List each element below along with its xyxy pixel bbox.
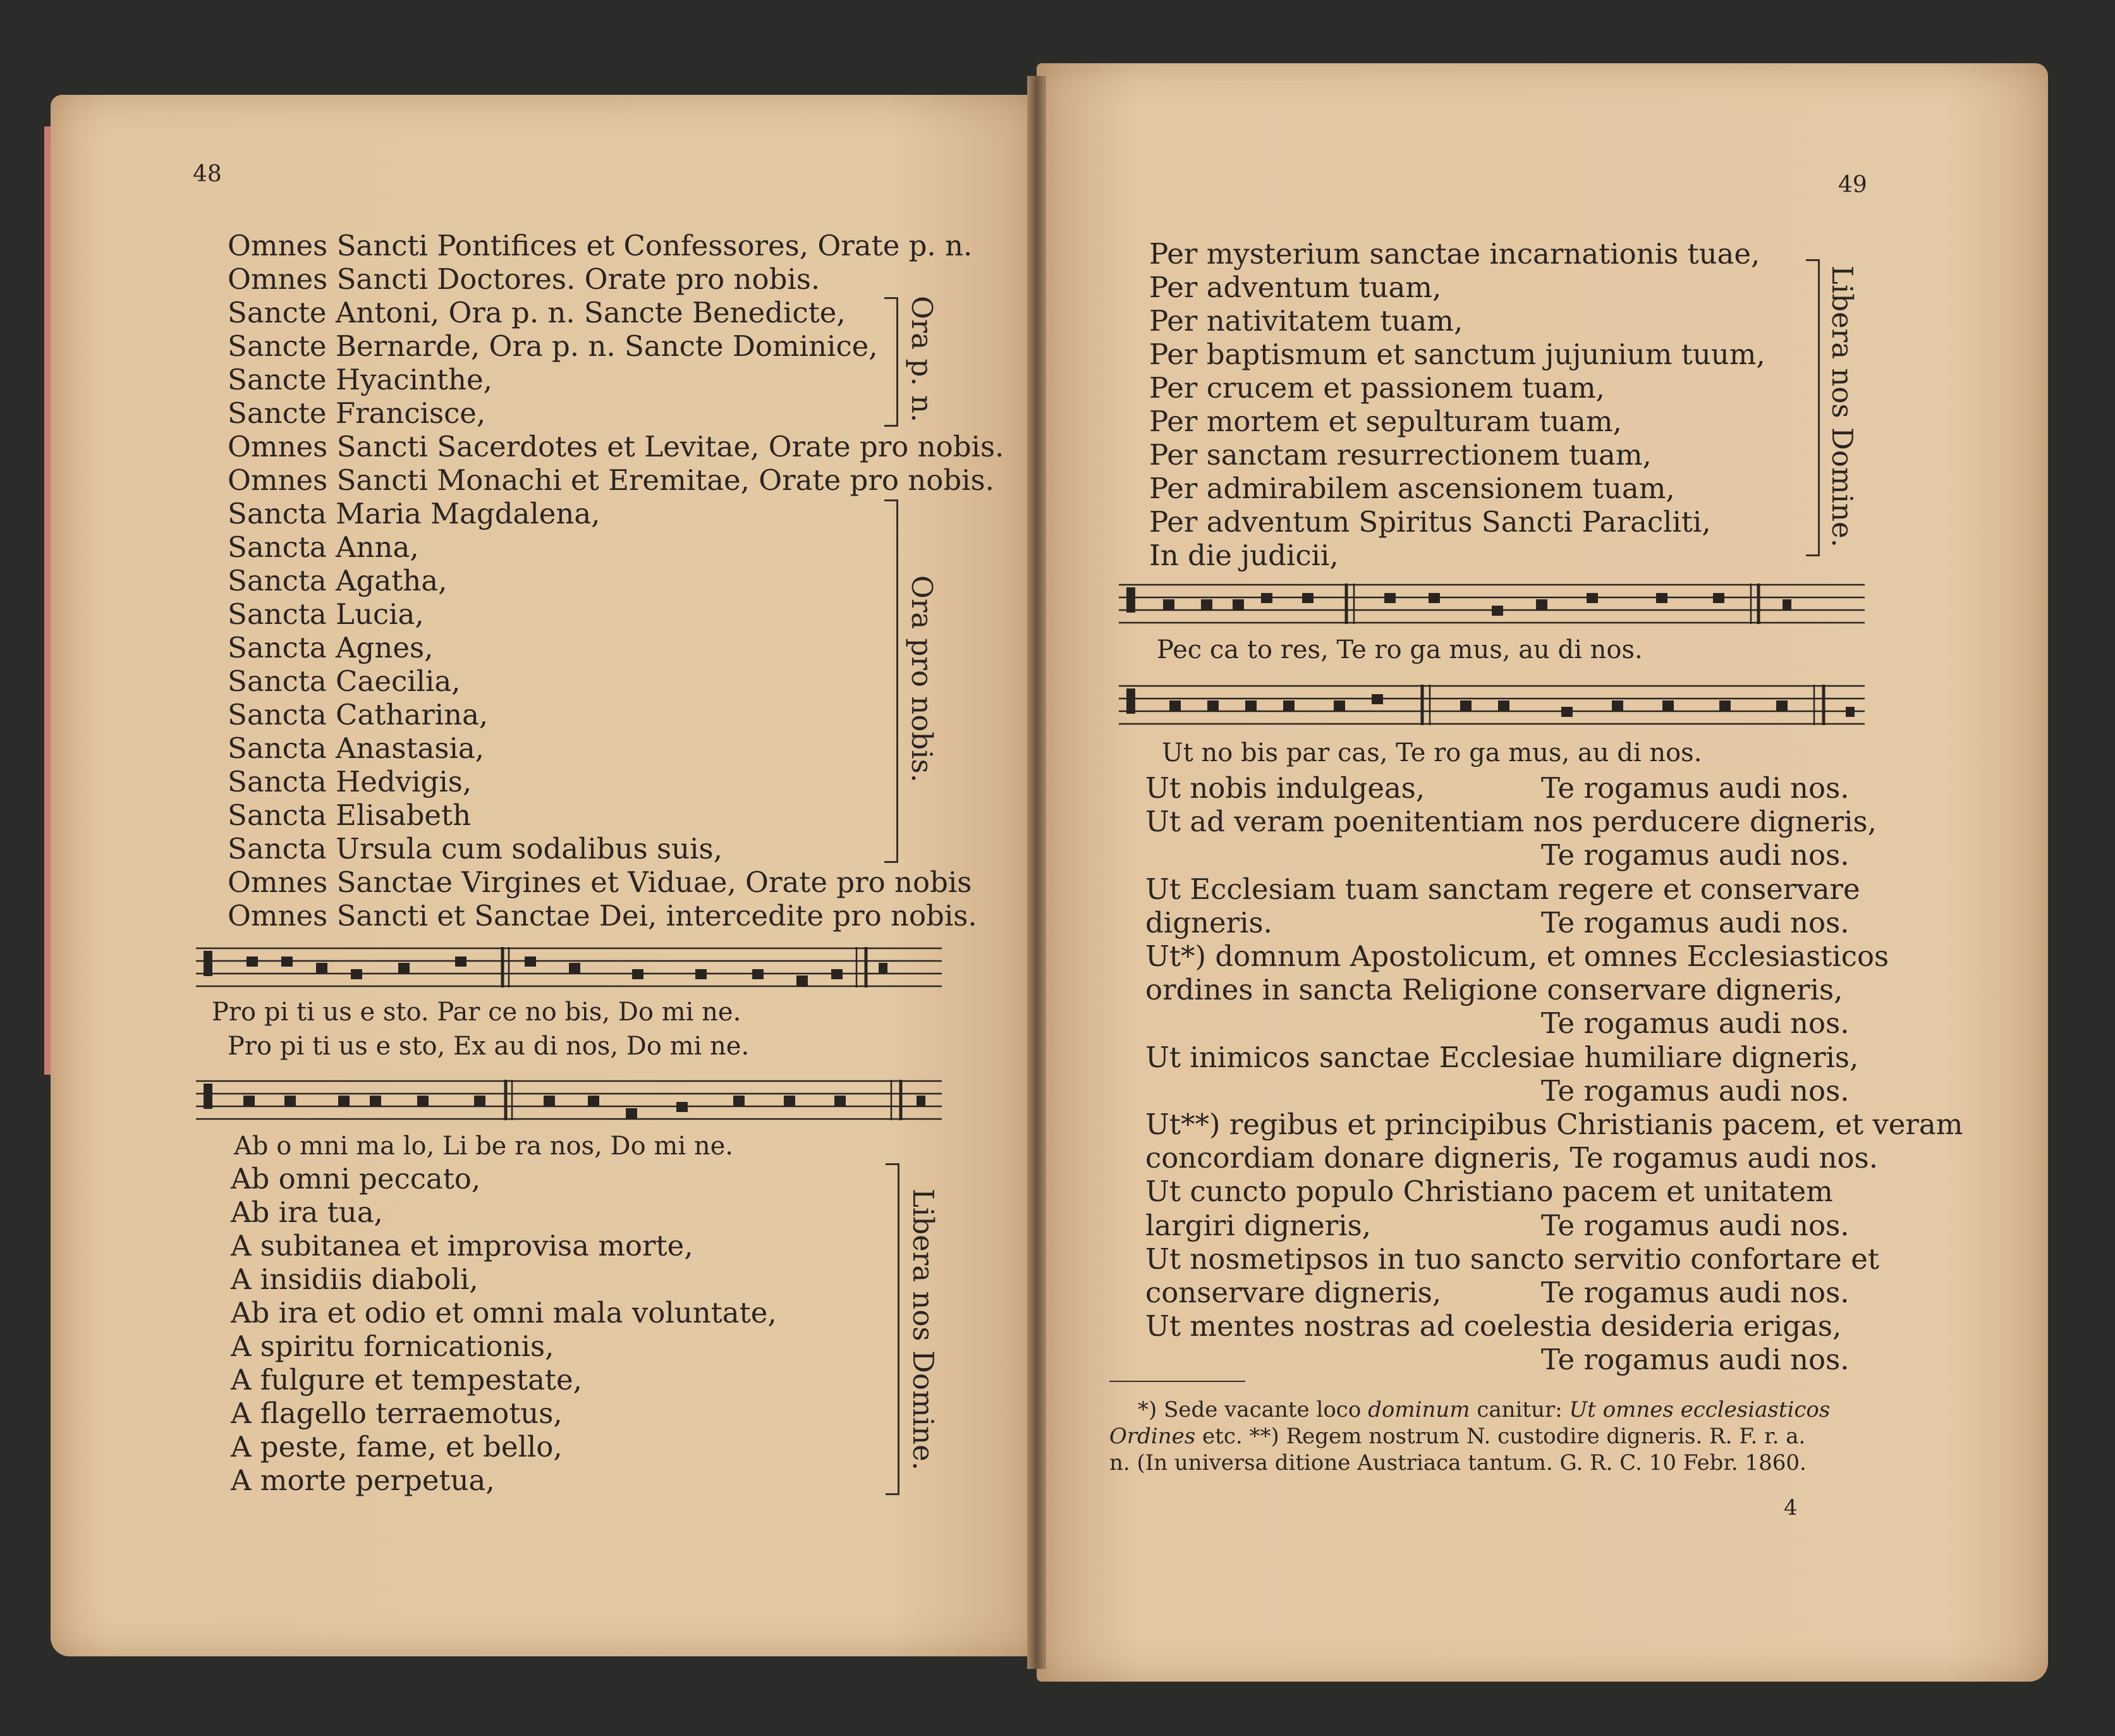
text-line: Per crucem et passionem tuam,: [1149, 371, 1605, 405]
chant-staff-4: [1119, 680, 1865, 730]
signature-mark: 4: [1784, 1495, 1798, 1520]
text-line: A morte perpetua,: [231, 1464, 495, 1497]
footnote-segment: canitur:: [1470, 1397, 1569, 1422]
text-line: Per mortem et sepulturam tuam,: [1149, 405, 1622, 438]
text-line: Omnes Sancti Sacerdotes et Levitae, Orate pro nobis.: [228, 430, 1004, 463]
chant-lyrics-1b: Pro pi ti us e sto, Ex au di nos, Do mi ne.: [228, 1032, 750, 1061]
side-label-ora-pro-nobis: Ora pro nobis.: [905, 575, 939, 783]
petition-text: Ut cuncto populo Christiano pacem et unitatem: [1145, 1175, 1833, 1209]
petition-text: Ut*) domnum Apostolicum, et omnes Ecclesiasticos: [1145, 939, 1889, 973]
footnote-rule: [1109, 1381, 1245, 1382]
right-page-number: 49: [1838, 172, 1867, 198]
footnote-segment: *) Sede vacante loco: [1138, 1397, 1368, 1422]
text-line: Sancta Agatha,: [228, 564, 448, 597]
chant-staff-2: [196, 1075, 942, 1125]
text-line: A subitanea et improvisa morte,: [231, 1229, 693, 1262]
brace-libera-right: [1818, 259, 1820, 556]
text-line: Sancta Elisabeth: [228, 798, 472, 832]
text-line: Omnes Sancti Monachi et Eremitae, Orate pro nobis.: [228, 463, 994, 497]
petition-response: Te rogamus audi nos.: [1541, 1343, 1850, 1377]
footnote-segment: Ut omnes ecclesiasticos: [1569, 1397, 1831, 1422]
petition-text: Ut nosmetipsos in tuo sancto servitio confortare et: [1145, 1242, 1879, 1276]
chant-lyrics-4: Ut no bis par cas, Te ro ga mus, au di nos.: [1162, 738, 1702, 767]
brace-libera-left: [898, 1163, 899, 1495]
chant-lyrics-3: Pec ca to res, Te ro ga mus, au di nos.: [1157, 635, 1643, 664]
text-line: Omnes Sancti Pontifices et Confessores, Orate p. n.: [228, 229, 973, 262]
footnote-line: [1109, 1450, 1807, 1476]
petition-text: Ut inimicos sanctae Ecclesiae humiliare digneris,: [1145, 1040, 1859, 1074]
chant-staff-3: [1119, 578, 1865, 629]
text-line: Per adventum tuam,: [1149, 271, 1442, 304]
text-line: Per nativitatem tuam,: [1149, 304, 1463, 338]
text-line: Sancte Bernarde, Ora p. n. Sancte Dominice,: [228, 329, 878, 363]
text-line: Sancta Caecilia,: [228, 664, 461, 698]
petition-response: Te rogamus audi nos.: [1541, 1276, 1850, 1309]
text-line: Sancte Francisce,: [228, 396, 486, 430]
footnote-segment: dominum: [1368, 1397, 1470, 1422]
text-line: Omnes Sancti et Sanctae Dei, intercedite pro nobis.: [228, 899, 977, 932]
petition-text: conservare digneris,: [1145, 1276, 1442, 1309]
text-line: Sancte Hyacinthe,: [228, 363, 492, 396]
side-label-libera-left: Libera nos Domine.: [906, 1189, 940, 1470]
chant-staff-1: [196, 942, 942, 993]
petition-text: Ut mentes nostras ad coelestia desideria erigas,: [1145, 1309, 1842, 1343]
chant-lyrics-2: Ab o mni ma lo, Li be ra nos, Do mi ne.: [234, 1132, 733, 1161]
text-line: A fulgure et tempestate,: [231, 1363, 582, 1397]
footnote-segment: Ordines: [1109, 1424, 1196, 1449]
text-line: Per admirabilem ascensionem tuam,: [1149, 472, 1675, 505]
text-line: Sancta Anastasia,: [228, 731, 484, 765]
petition-text: ordines in sancta Religione conservare digneris,: [1145, 973, 1843, 1007]
text-line: Ab ira tua,: [231, 1195, 383, 1229]
text-line: A flagello terraemotus,: [231, 1397, 563, 1430]
text-line: Per adventum Spiritus Sancti Paracliti,: [1149, 505, 1711, 539]
text-line: In die judicii,: [1149, 539, 1339, 572]
petition-text: Ut ad veram poenitentiam nos perducere digneris,: [1145, 805, 1877, 839]
text-line: Sancta Hedvigis,: [228, 765, 472, 798]
text-line: Per baptismum et sanctum jujunium tuum,: [1149, 338, 1765, 371]
text-line: Omnes Sanctae Virgines et Viduae, Orate pro nobis: [228, 865, 972, 899]
text-line: A peste, fame, et bello,: [231, 1430, 563, 1464]
petition-response: Te rogamus audi nos.: [1541, 905, 1850, 939]
text-line: Omnes Sancti Doctores. Orate pro nobis.: [228, 262, 820, 296]
text-line: Ab ira et odio et omni mala voluntate,: [231, 1296, 777, 1330]
petition-text: digneris.: [1145, 905, 1272, 939]
petition-text: largiri digneris,: [1145, 1208, 1372, 1242]
text-line: A spiritu fornicationis,: [231, 1330, 554, 1363]
text-line: Sancta Maria Magdalena,: [228, 497, 600, 530]
footnote-segment: n. (In universa ditione Austriaca tantum. G. R. C. 10 Febr. 1860.: [1109, 1450, 1807, 1476]
text-line: Sancta Anna,: [228, 530, 419, 564]
text-line: Sancta Lucia,: [228, 597, 424, 631]
footnote-line: [1109, 1424, 1805, 1450]
text-line: Sancta Agnes,: [228, 631, 434, 664]
text-line: Per sanctam resurrectionem tuam,: [1149, 438, 1652, 472]
petition-text: Ut Ecclesiam tuam sanctam regere et conservare: [1145, 872, 1860, 906]
left-page-number: 48: [193, 161, 222, 187]
footnote-line: [1138, 1397, 1830, 1423]
petition-text: Ut**) regibus et principibus Christianis pacem, et veram: [1145, 1108, 1963, 1141]
side-label-ora-pn: Ora p. n.: [905, 296, 939, 423]
text-line: Per mysterium sanctae incarnationis tuae,: [1149, 237, 1760, 271]
book-spine: [1027, 76, 1046, 1669]
text-line: Sancte Antoni, Ora p. n. Sancte Benedicte,: [228, 296, 846, 329]
text-line: Sancta Ursula cum sodalibus suis,: [228, 832, 722, 865]
petition-response: Te rogamus audi nos.: [1541, 1208, 1850, 1242]
petition-text: Ut nobis indulgeas,: [1145, 771, 1425, 805]
petition-response: Te rogamus audi nos.: [1541, 1006, 1850, 1041]
chant-lyrics-1: Pro pi ti us e sto. Par ce no bis, Do mi ne.: [212, 998, 741, 1027]
text-line: Sancta Catharina,: [228, 698, 489, 731]
brace-ora-pro-nobis: [896, 499, 898, 863]
petition-response: Te rogamus audi nos.: [1541, 771, 1850, 805]
brace-ora-pn: [896, 297, 898, 427]
side-label-libera-right: Libera nos Domine.: [1825, 266, 1859, 547]
text-line: A insidiis diaboli,: [231, 1262, 478, 1296]
petition-response: Te rogamus audi nos.: [1541, 1073, 1850, 1108]
footnote-segment: etc. **) Regem nostrum N. custodire digneris. R. F. r. a.: [1195, 1424, 1806, 1449]
petition-response: Te rogamus audi nos.: [1541, 838, 1850, 872]
petition-text: concordiam donare digneris, Te rogamus audi nos.: [1145, 1141, 1878, 1175]
text-line: Ab omni peccato,: [231, 1162, 481, 1195]
